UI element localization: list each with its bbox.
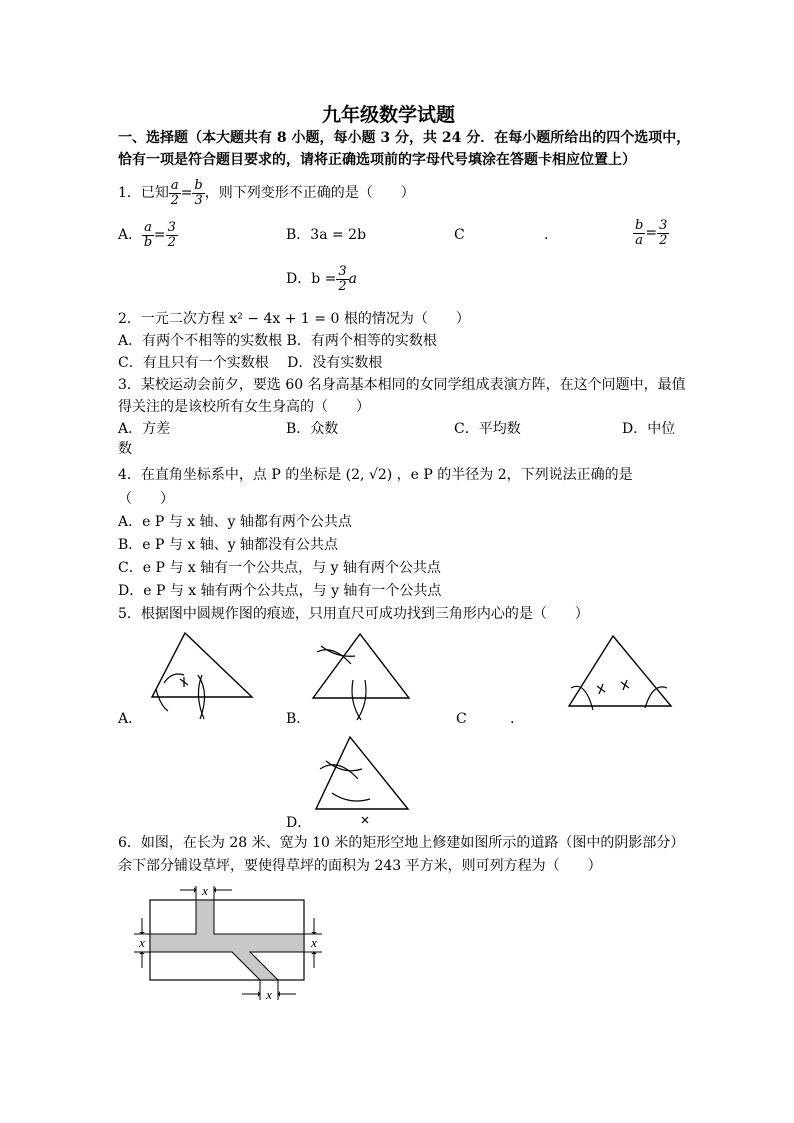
q3-stem-line1: 3．某校运动会前夕，要选 60 名身高基本相同的女同学组成表演方阵，在这个问题中，最值: [118, 377, 686, 393]
q5-label-c-dot: .: [510, 711, 515, 727]
q3-option-c: C．平均数: [454, 421, 521, 437]
q3-option-b: B．众数: [286, 421, 339, 437]
q6-stem-line1: 6．如图，在长为 28 米、宽为 10 米的矩形空地上修建如图所示的道路（图中的阴影部分）: [118, 835, 685, 851]
q6-dim-bottom: x: [266, 987, 272, 1002]
q3-option-d: D．中位: [622, 421, 676, 437]
q1-frac-b: $\frac{b}{3}$: [194, 177, 203, 208]
q5-figure-a: [140, 625, 260, 725]
q4-option-b: B．e P 与 x 轴、y 轴都没有公共点: [118, 537, 339, 553]
q5-figure-d: [310, 733, 420, 825]
section-heading-line1: 一、选择题（本大题共有 8 小题，每小题 3 分，共 24 分．在每小题所给出的四个选项中，: [118, 130, 691, 146]
q6-road-figure: [128, 878, 333, 1008]
q1-option-b: B．3a = 2b: [286, 227, 367, 243]
q4-option-a: A．e P 与 x 轴、y 轴都有两个公共点: [118, 514, 352, 530]
q3-option-a: A．方差: [118, 421, 171, 437]
q5-label-d: D．: [286, 815, 312, 831]
q3-stem-line2: 得关注的是该校所有女生身高的（ ）: [118, 399, 370, 415]
q5-figure-b: [305, 628, 425, 723]
q1-option-c-label: C: [454, 227, 465, 243]
q4-option-c: C．e P 与 x 轴有一个公共点，与 y 轴有两个公共点: [118, 560, 441, 576]
q2-options-ab: A．有两个不相等的实数根 B．有两个相等的实数根: [118, 333, 437, 349]
q2-options-cd: C．有且只有一个实数根 D．没有实数根: [118, 355, 383, 371]
q4-stem-line1: 4．在直角坐标系中，点 P 的坐标是 (2, √2) ，e P 的半径为 2，下列说法正确的是: [118, 467, 633, 483]
q3-option-d-cont: 数: [118, 441, 132, 457]
q6-stem-line2: 余下部分铺设草坪，要使得草坪的面积为 243 平方米，则可列方程为（ ）: [118, 858, 602, 874]
q5-figure-c: [563, 630, 678, 715]
q5-label-b: B．: [286, 711, 311, 727]
q6-dim-top: x: [202, 883, 208, 898]
q2-stem: 2．一元二次方程 x² − 4x + 1 = 0 根的情况为（ ）: [118, 311, 470, 327]
q1-option-c-expr: $\frac{b}{a}$ = $\frac{3}{2}$: [635, 217, 668, 248]
section-heading-line2: 恰有一项是符合题目要求的，请将正确选项前的字母代号填涂在答题卡相应位置上）: [118, 152, 636, 168]
q5-label-a: A．: [118, 711, 143, 727]
q1-frac-a: $\frac{a}{2}$: [170, 177, 179, 208]
q6-dim-left: x: [139, 935, 145, 950]
q4-stem-line2: （ ）: [118, 491, 174, 507]
q5-label-c: C: [456, 711, 467, 727]
page-title: 九年级数学试题: [322, 104, 456, 126]
q1-option-d: D．b = $\frac{3}{2}$ a: [286, 263, 358, 294]
q1-option-a: A． $\frac{a}{b}$ = $\frac{3}{2}$: [118, 219, 176, 250]
q6-dim-right: x: [311, 935, 317, 950]
q4-option-d: D．e P 与 x 轴有两个公共点，与 y 轴有一个公共点: [118, 583, 442, 599]
q1-option-c-dot: .: [544, 227, 549, 243]
q1-stem: 1．已知 $\frac{a}{2}$ = $\frac{b}{3}$ ，则下列变形不正确的是（ ）: [118, 177, 415, 208]
q5-stem: 5．根据图中圆规作图的痕迹，只用直尺可成功找到三角形内心的是（ ）: [118, 606, 589, 622]
